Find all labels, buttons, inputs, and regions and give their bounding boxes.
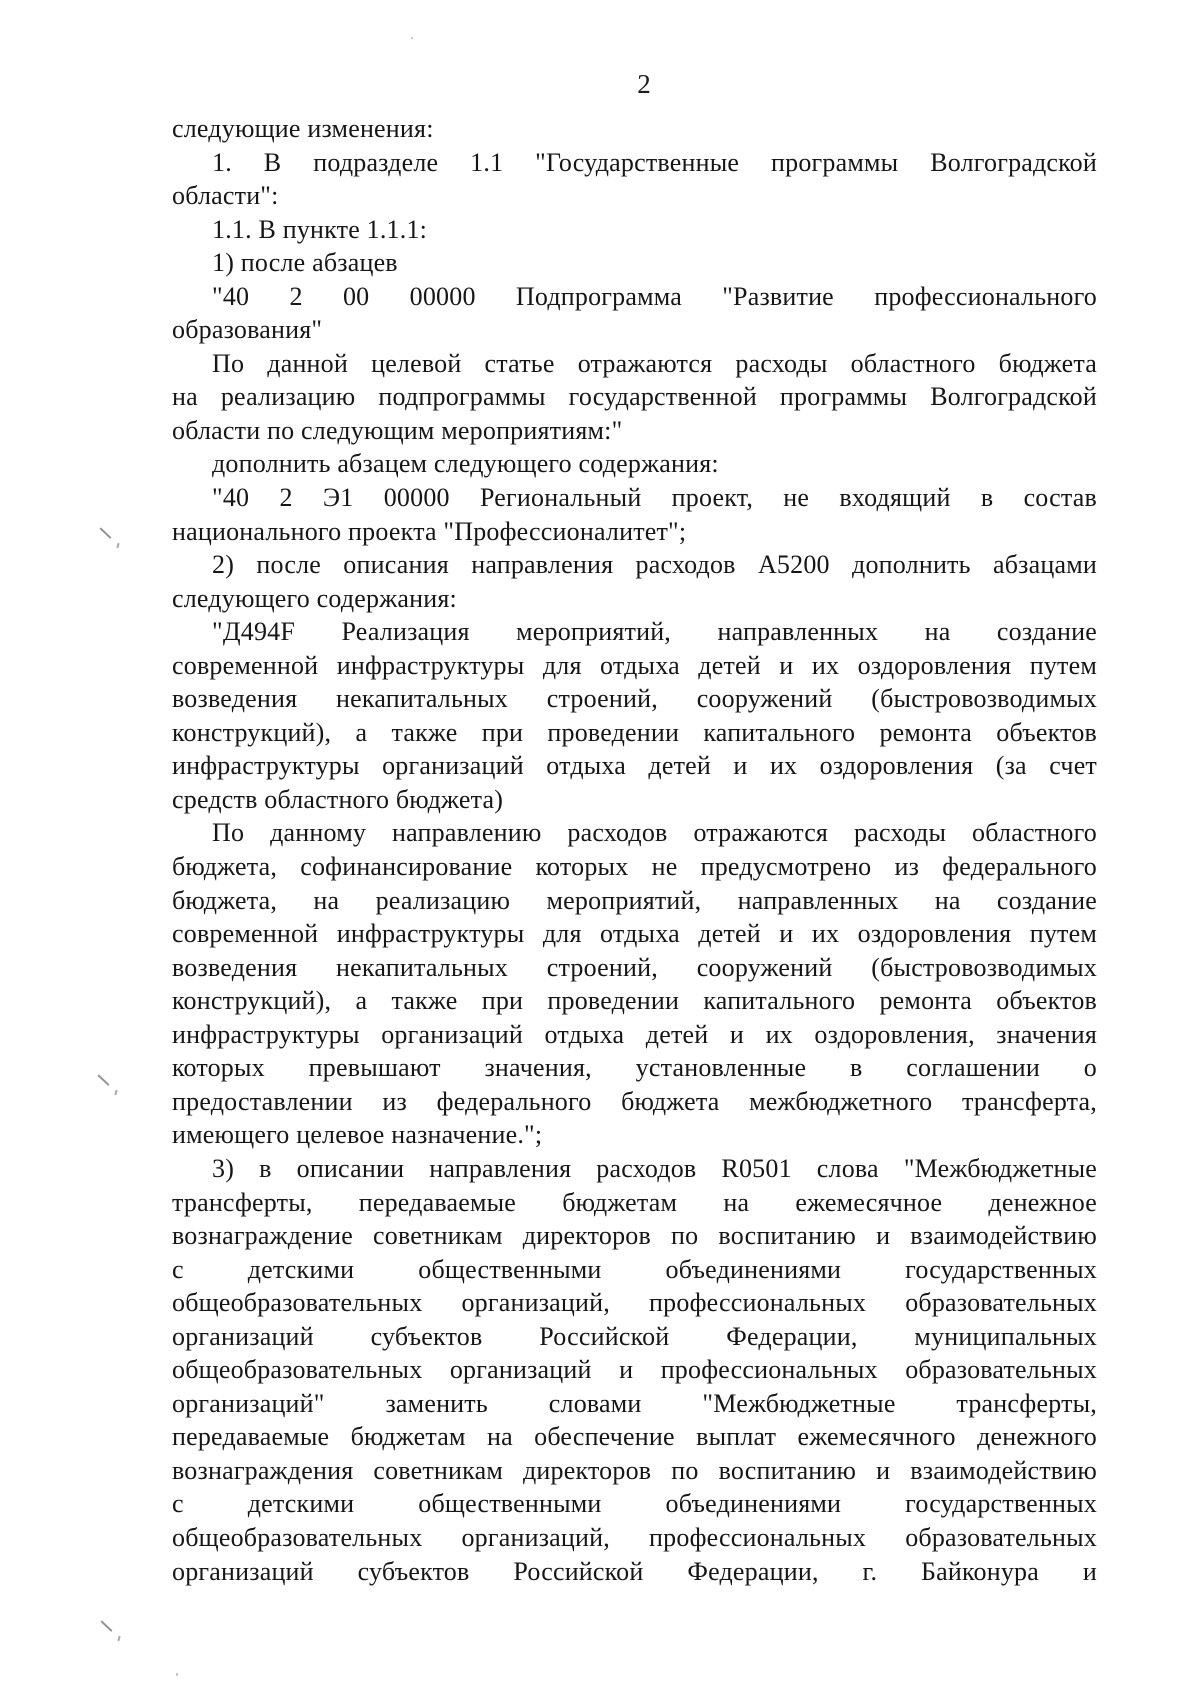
text-line: "40 2 00 00000 Подпрограмма "Развитие профессионального (212, 281, 1097, 311)
pen-mark (98, 1074, 138, 1110)
text-line: конструкций), а также при проведении капитального ремонта объектов (172, 717, 1097, 747)
text-line: на реализацию подпрограммы государственной программы Волгоградской (172, 382, 1097, 412)
text-line: "40 2 Э1 00000 Региональный проект, не входящий в состав (212, 483, 1097, 513)
text-line: общеобразовательных организаций, профессиональных образовательных (172, 1522, 1097, 1552)
scan-speck (411, 37, 413, 39)
text-line: конструкций), а также при проведении капитального ремонта объектов (172, 986, 1097, 1016)
text-line: 3) в описании направления расходов R0501 слова "Межбюджетные (212, 1153, 1097, 1183)
text-line: общеобразовательных организаций и профессиональных образовательных (172, 1355, 1097, 1385)
pen-stroke-icon (100, 1620, 112, 1632)
pen-tick-icon (116, 543, 119, 548)
text-line: 1) после абзацев (212, 248, 398, 278)
text-line: организаций" заменить словами "Межбюджетные трансферты, (172, 1388, 1097, 1418)
scan-speck (176, 1673, 178, 1676)
text-line: которых превышают значения, установленные в соглашении о (172, 1053, 1097, 1083)
text-line: с детскими общественными объединениями государственных (172, 1489, 1097, 1519)
text-line: современной инфраструктуры для отдыха детей и их оздоровления путем (172, 650, 1097, 680)
pen-mark (101, 1620, 141, 1656)
text-line: дополнить абзацем следующего содержания: (212, 449, 719, 479)
text-line: "Д494F Реализация мероприятий, направленных на создание (212, 617, 1097, 647)
text-line: бюджета, на реализацию мероприятий, направленных на создание (172, 885, 1097, 915)
text-line: следующего содержания: (172, 583, 457, 613)
pen-tick-icon (117, 1636, 120, 1641)
text-line: следующие изменения: (172, 114, 434, 143)
text-line: предоставлении из федерального бюджета межбюджетного трансферта, (172, 1086, 1097, 1116)
text-line: передаваемые бюджетам на обеспечение выплат ежемесячного денежного (172, 1422, 1097, 1452)
text-line: возведения некапитальных строений, сооружений (быстровозводимых (172, 952, 1097, 982)
text-line: По данному направлению расходов отражаются расходы областного (212, 818, 1097, 848)
text-line: организаций субъектов Российской Федерации, г. Байконура и (172, 1556, 1097, 1586)
text-line: вознаграждение советникам директоров по воспитанию и взаимодействию (172, 1221, 1097, 1251)
text-line: национального проекта "Профессионалитет"; (172, 516, 687, 546)
text-line: инфраструктуры организаций отдыха детей и их оздоровления (за счет (172, 751, 1097, 781)
text-line: области по следующим мероприятиям:" (172, 415, 623, 445)
text-line: 1. В подразделе 1.1 "Государственные программы Волгоградской (212, 147, 1097, 177)
text-line: бюджета, софинансирование которых не предусмотрено из федерального (172, 852, 1097, 882)
text-line: современной инфраструктуры для отдыха детей и их оздоровления путем (172, 919, 1097, 949)
text-line: организаций субъектов Российской Федерации, муниципальных (172, 1321, 1097, 1351)
text-line: с детскими общественными объединениями государственных (172, 1254, 1097, 1284)
pen-tick-icon (114, 1090, 117, 1095)
document-body (172, 112, 1097, 1588)
text-line: По данной целевой статье отражаются расходы областного бюджета (212, 348, 1097, 378)
text-line: 1.1. В пункте 1.1.1: (212, 214, 428, 244)
text-line: возведения некапитальных строений, сооружений (быстровозводимых (172, 684, 1097, 714)
text-line: вознаграждения советникам директоров по воспитанию и взаимодействию (172, 1455, 1097, 1485)
page-number: 2 (637, 69, 651, 99)
pen-mark (100, 527, 140, 563)
text-line: трансферты, передаваемые бюджетам на ежемесячное денежное (172, 1187, 1097, 1217)
pen-stroke-icon (99, 527, 111, 539)
text-line: средств областного бюджета) (172, 784, 504, 814)
text-line: 2) после описания направления расходов А5200 дополнить абзацами (212, 550, 1097, 580)
text-line: имеющего целевое назначение."; (172, 1120, 543, 1150)
text-line: общеобразовательных организаций, профессиональных образовательных (172, 1288, 1097, 1318)
text-line: инфраструктуры организаций отдыха детей и их оздоровления, значения (172, 1019, 1097, 1049)
pen-stroke-icon (97, 1074, 109, 1086)
text-line: области": (172, 181, 279, 211)
text-line: образования" (172, 315, 323, 345)
